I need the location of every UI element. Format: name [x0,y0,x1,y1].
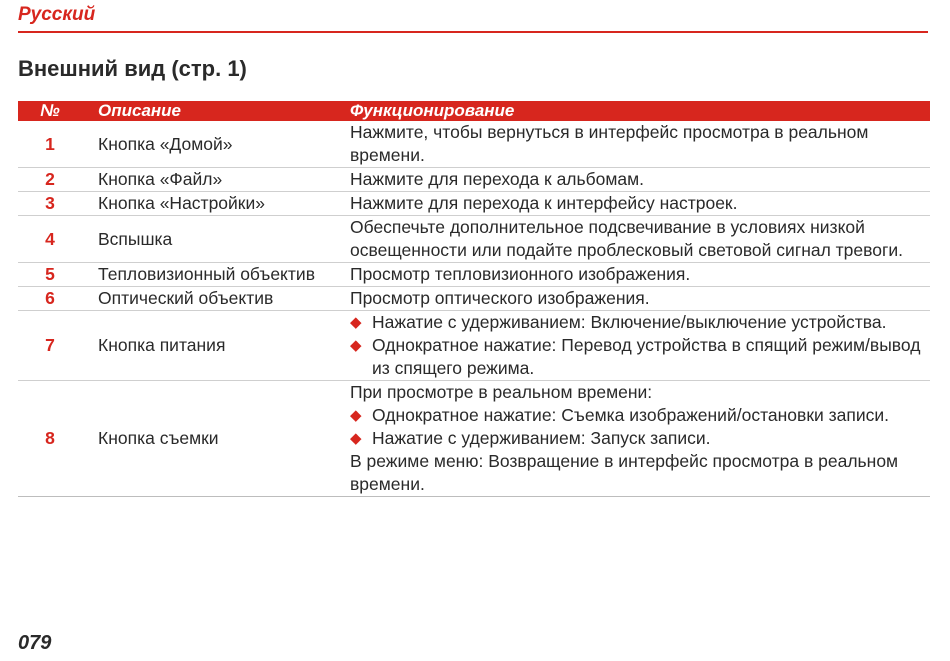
row-description: Вспышка [82,216,350,263]
table-row [18,121,930,168]
row-number: 6 [18,287,82,311]
bullet-text: Нажатие с удерживанием: Включение/выключение устройства. [372,312,887,332]
diamond-bullet-icon: ◆ [350,430,362,447]
table-row [18,192,930,216]
row-description: Кнопка съемки [82,381,350,497]
table-row [18,168,930,192]
row-function [350,311,930,381]
row-description: Оптический объектив [82,287,350,311]
header-divider [18,31,928,33]
row-number: 8 [18,381,82,497]
column-header-description: Описание [82,101,350,121]
row-function: Просмотр оптического изображения. [350,287,930,311]
diamond-bullet-icon: ◆ [350,314,362,331]
row-function: Просмотр тепловизионного изображения. [350,263,930,287]
table-header-row [18,101,930,121]
row-description: Тепловизионный объектив [82,263,350,287]
row-number: 4 [18,216,82,263]
row-function: Нажмите, чтобы вернуться в интерфейс просмотра в реальном времени. [350,121,930,168]
row-number: 5 [18,263,82,287]
bullet-text: Однократное нажатие: Перевод устройства в спящий режим/вывод из спящего режима. [372,335,921,378]
bullet-item [350,334,930,380]
row-number: 3 [18,192,82,216]
column-header-num: № [18,101,82,121]
language-header: Русский [18,4,96,25]
appearance-table [18,101,930,497]
section-title: Внешний вид (стр. 1) [18,56,247,81]
row-description: Кнопка питания [82,311,350,381]
function-intro: При просмотре в реальном времени: [350,382,653,402]
bullet-item [350,427,930,450]
bullet-text: Нажатие с удерживанием: Запуск записи. [372,428,711,448]
table-row [18,263,930,287]
table-row [18,216,930,263]
row-function: Обеспечьте дополнительное подсвечивание в условиях низкой освещенности или подайте проблесковый световой сигнал тревоги. [350,216,930,263]
column-header-function: Функционирование [350,101,930,121]
table-row [18,287,930,311]
diamond-bullet-icon: ◆ [350,337,362,354]
row-function: Нажмите для перехода к интерфейсу настроек. [350,192,930,216]
row-function: Нажмите для перехода к альбомам. [350,168,930,192]
row-description: Кнопка «Файл» [82,168,350,192]
row-function [350,381,930,497]
bullet-item [350,404,930,427]
page-number: 079 [18,632,52,654]
row-number: 7 [18,311,82,381]
bullet-item [350,311,930,334]
row-number: 2 [18,168,82,192]
function-outro: В режиме меню: Возвращение в интерфейс просмотра в реальном времени. [350,451,899,494]
row-description: Кнопка «Домой» [82,121,350,168]
row-number: 1 [18,121,82,168]
table-row [18,311,930,381]
bullet-text: Однократное нажатие: Съемка изображений/остановки записи. [372,405,890,425]
diamond-bullet-icon: ◆ [350,407,362,424]
row-description: Кнопка «Настройки» [82,192,350,216]
table-row [18,381,930,497]
